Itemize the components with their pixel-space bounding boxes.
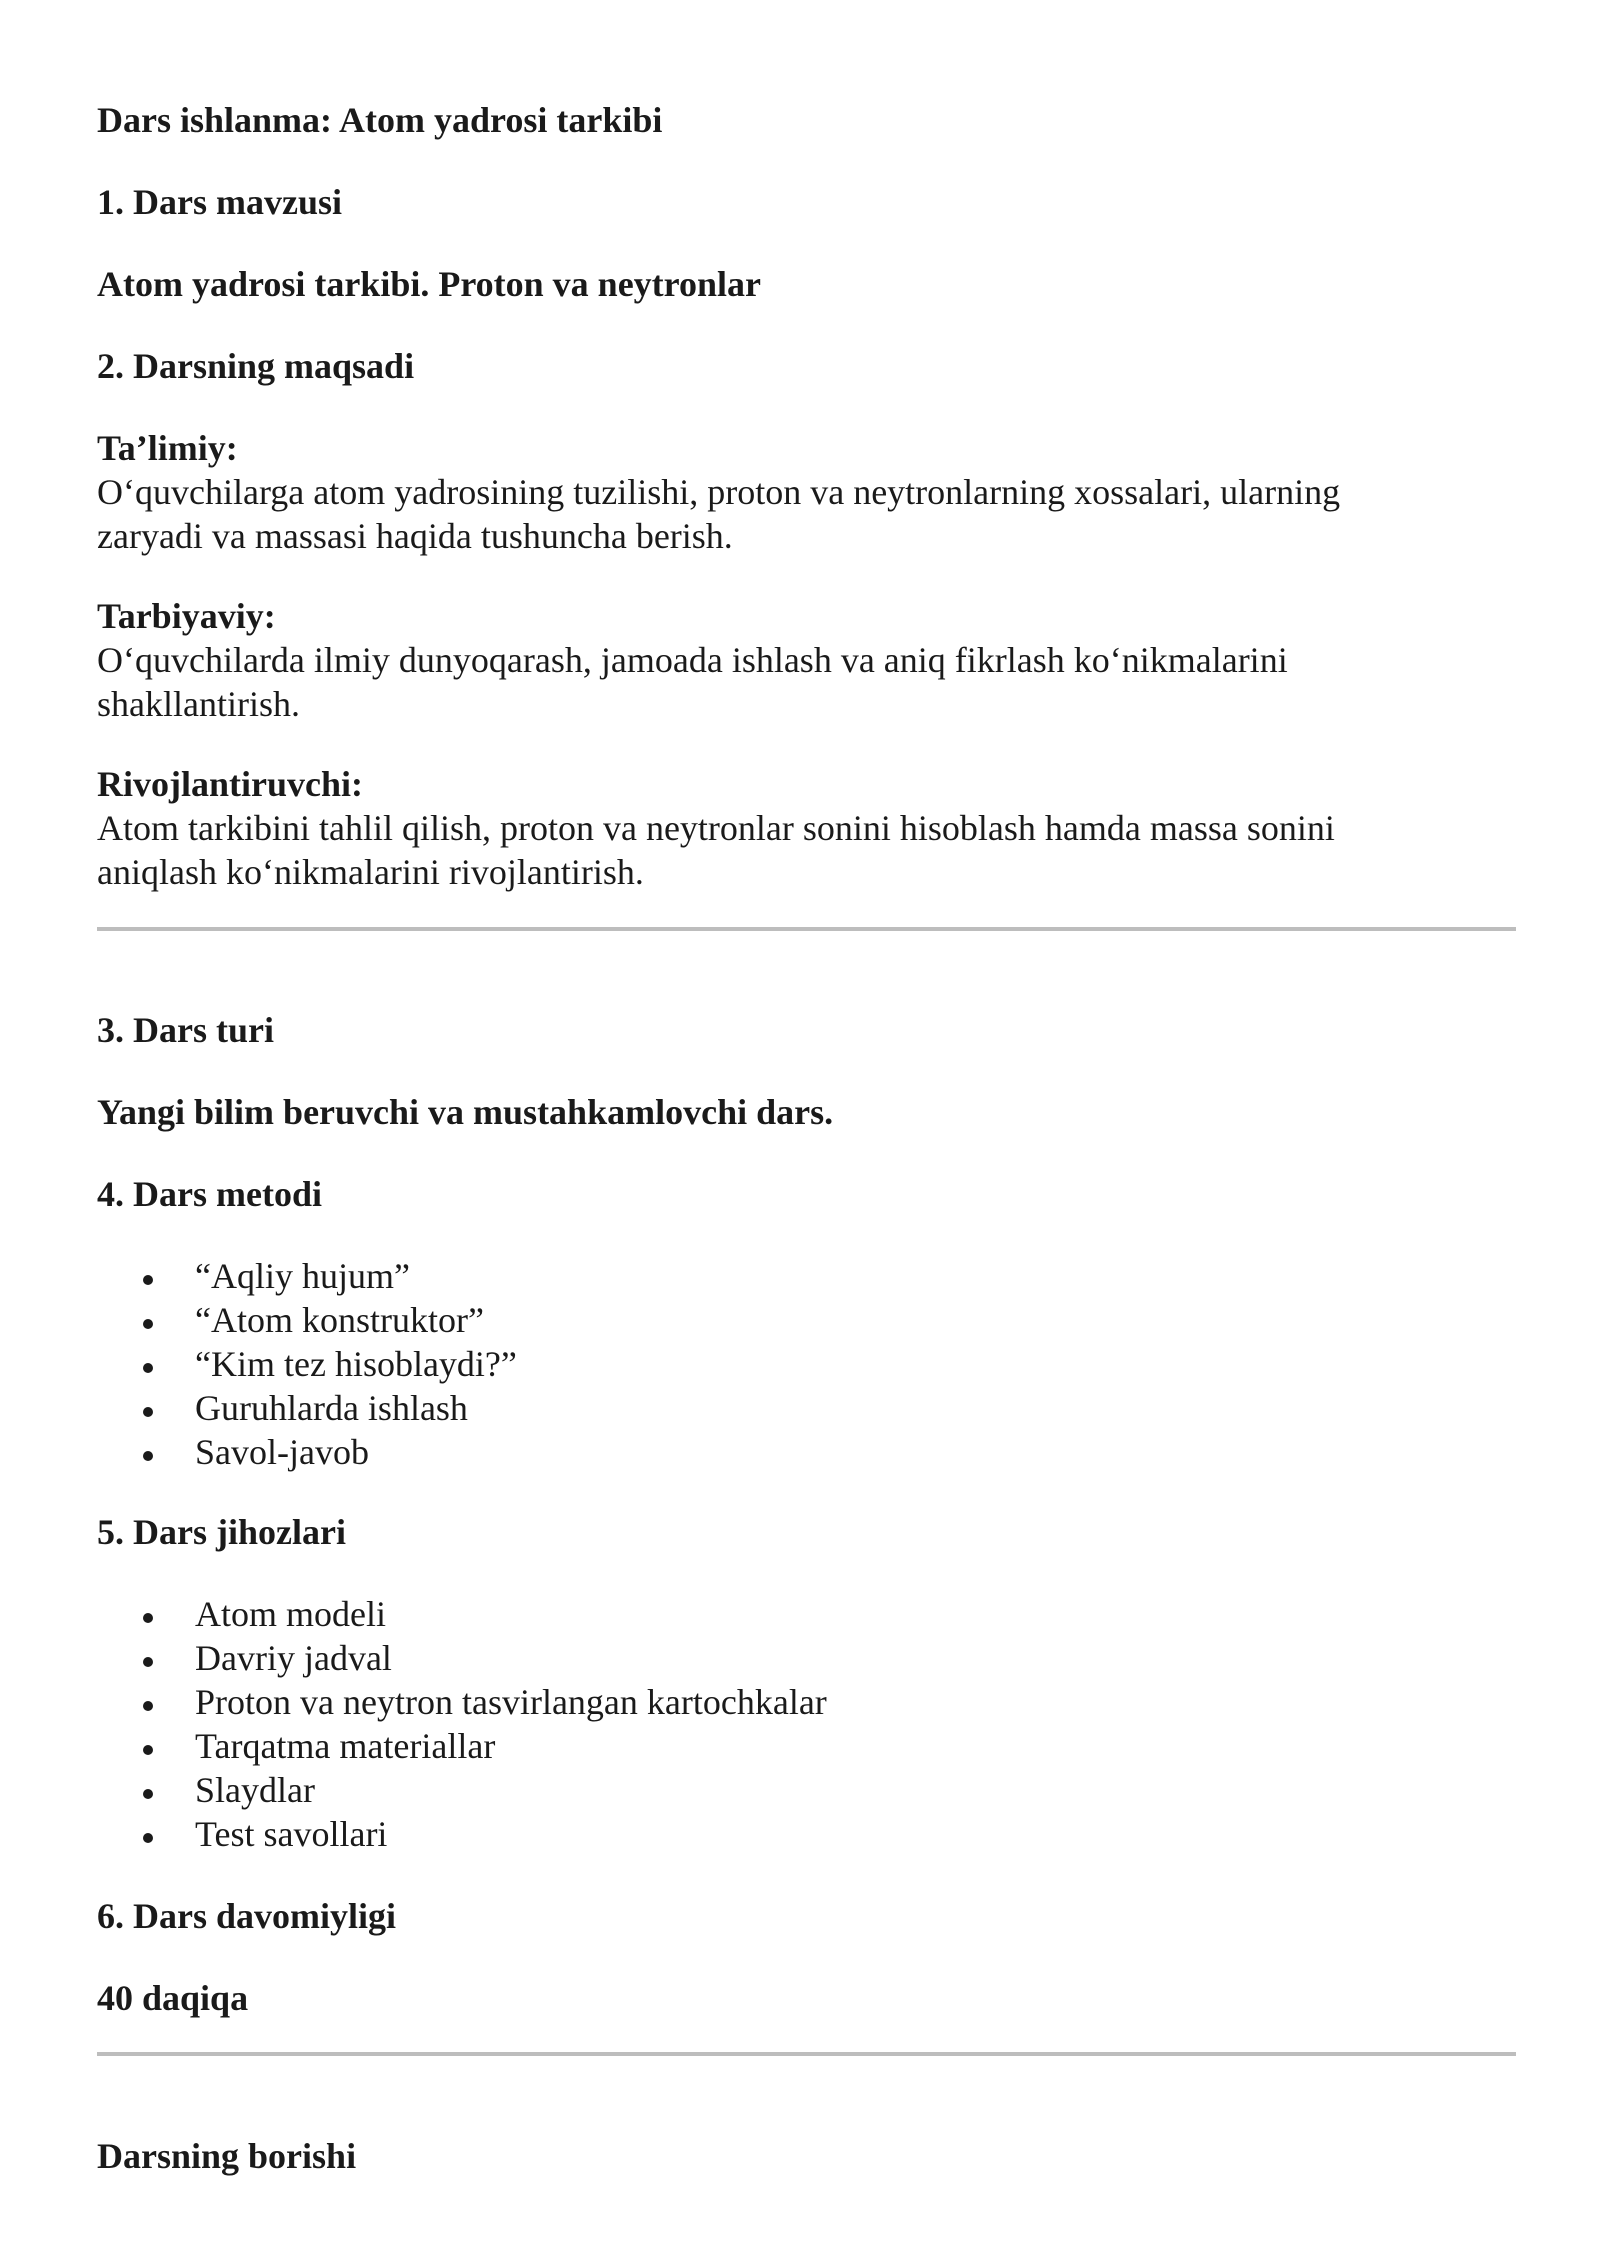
bullet-icon [143, 1657, 153, 1667]
list-item: “Aqliy hujum” [195, 1256, 410, 1296]
bullet-icon [143, 1613, 153, 1623]
bullet-icon [143, 1789, 153, 1799]
section-6-heading: 6. Dars davomiyligi [97, 1896, 397, 1936]
rivojlantiruvchi-text-line-1: Atom tarkibini tahlil qilish, proton va neytronlar sonini hisoblash hamda massa sonini [97, 808, 1335, 848]
talimiy-label: Ta’limiy: [97, 428, 238, 468]
bullet-icon [143, 1701, 153, 1711]
list-item: Proton va neytron tasvirlangan kartochkalar [195, 1682, 827, 1722]
bullet-icon [143, 1407, 153, 1417]
list-item: Guruhlarda ishlash [195, 1388, 468, 1428]
document-title: Dars ishlanma: Atom yadrosi tarkibi [97, 100, 663, 140]
lesson-topic: Atom yadrosi tarkibi. Proton va neytronlar [97, 264, 761, 304]
section-2-heading: 2. Darsning maqsadi [97, 346, 415, 386]
section-5-heading: 5. Dars jihozlari [97, 1512, 346, 1552]
section-1-heading: 1. Dars mavzusi [97, 182, 342, 222]
list-item: Test savollari [195, 1814, 388, 1854]
tarbiyaviy-label: Tarbiyaviy: [97, 596, 276, 636]
talimiy-text-line-2: zaryadi va massasi haqida tushuncha berish. [97, 516, 733, 556]
bullet-icon [143, 1833, 153, 1843]
rivojlantiruvchi-label: Rivojlantiruvchi: [97, 764, 363, 804]
section-4-heading: 4. Dars metodi [97, 1174, 322, 1214]
section-7-heading: Darsning borishi [97, 2136, 357, 2176]
list-item: Tarqatma materiallar [195, 1726, 496, 1766]
list-item: “Kim tez hisoblaydi?” [195, 1344, 517, 1384]
bullet-icon [143, 1275, 153, 1285]
bullet-icon [143, 1745, 153, 1755]
talimiy-text-line-1: O‘quvchilarga atom yadrosining tuzilishi, proton va neytronlarning xossalari, ularning [97, 472, 1341, 512]
list-item: Atom modeli [195, 1594, 386, 1634]
list-item: Slaydlar [195, 1770, 315, 1810]
list-item: “Atom konstruktor” [195, 1300, 484, 1340]
tarbiyaviy-text-line-1: O‘quvchilarda ilmiy dunyoqarash, jamoada ishlash va aniq fikrlash ko‘nikmalarini [97, 640, 1288, 680]
section-3-heading: 3. Dars turi [97, 1010, 274, 1050]
section-divider [97, 927, 1516, 931]
list-item: Savol-javob [195, 1432, 369, 1472]
lesson-duration: 40 daqiqa [97, 1978, 249, 2018]
bullet-icon [143, 1319, 153, 1329]
tarbiyaviy-text-line-2: shakllantirish. [97, 684, 300, 724]
list-item: Davriy jadval [195, 1638, 392, 1678]
lesson-type: Yangi bilim beruvchi va mustahkamlovchi dars. [97, 1092, 834, 1132]
rivojlantiruvchi-text-line-2: aniqlash ko‘nikmalarini rivojlantirish. [97, 852, 644, 892]
section-divider [97, 2052, 1516, 2056]
bullet-icon [143, 1451, 153, 1461]
bullet-icon [143, 1363, 153, 1373]
